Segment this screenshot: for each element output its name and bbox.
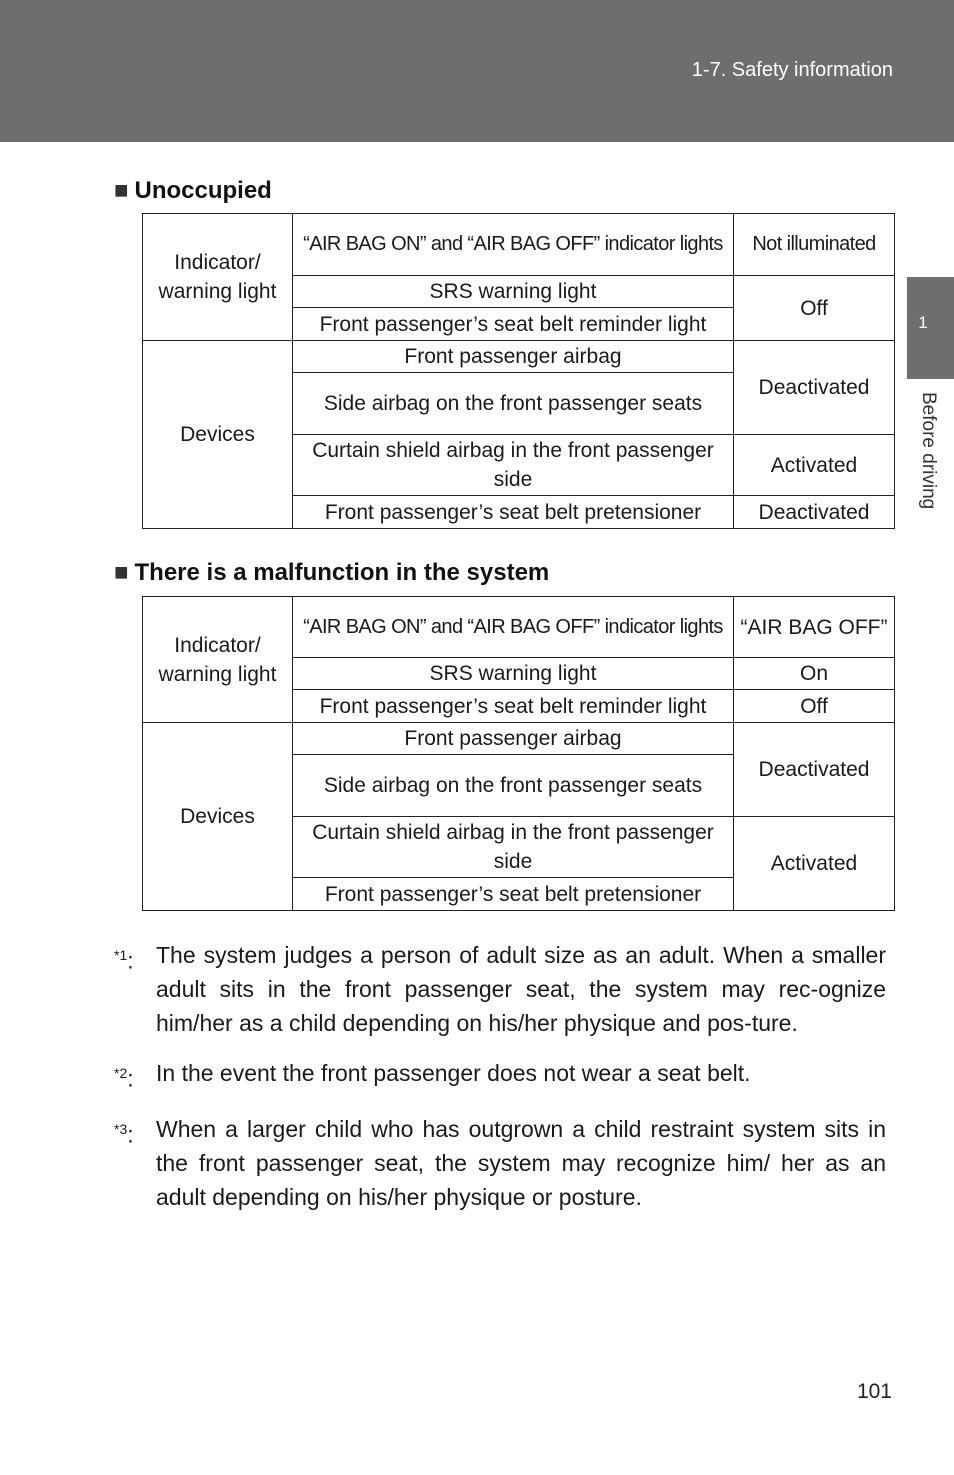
footnote: $^{*2}$: In the event the front passenger does not wear a seat belt. bbox=[114, 1056, 886, 1096]
table-status: Activated bbox=[734, 817, 895, 911]
footnote-text: In the event the front passenger does not wear a seat belt. bbox=[156, 1060, 751, 1086]
group-label-indicator: Indicator/ warning light bbox=[143, 214, 293, 341]
group-label-devices: Devices bbox=[143, 723, 293, 911]
table-status: On bbox=[734, 658, 895, 690]
table-status: “AIR BAG OFF” bbox=[734, 597, 895, 658]
section-heading-unoccupied bbox=[114, 177, 272, 205]
footnote-mark: *3 bbox=[114, 1120, 128, 1137]
table-status: Off bbox=[734, 276, 895, 341]
table-item: Front passenger airbag bbox=[293, 341, 734, 373]
table-item: Front passenger’s seat belt reminder light bbox=[293, 308, 734, 341]
table-item: Front passenger’s seat belt pretensioner bbox=[293, 496, 734, 529]
table-item: Curtain shield airbag in the front passenger side bbox=[293, 435, 734, 496]
table-item: Front passenger’s seat belt pretensioner bbox=[293, 878, 734, 911]
section-marker: ■ bbox=[114, 177, 129, 204]
table-item: Front passenger airbag bbox=[293, 723, 734, 755]
section-heading-text: Unoccupied bbox=[134, 177, 272, 204]
footnote: $^{*3}$: When a larger child who has outgrown a child restraint system sits in the front passenger seat, the system may recognize him/ her as an adult depending on his/her physique or posture. bbox=[114, 1112, 886, 1214]
chapter-title: 1-7. Safety information bbox=[691, 59, 893, 81]
table-item: Curtain shield airbag in the front passenger side bbox=[293, 817, 734, 878]
chapter-tab-label: Before driving bbox=[918, 392, 939, 510]
table-item: Front passenger’s seat belt reminder light bbox=[293, 690, 734, 723]
footnote-mark: *1 bbox=[114, 947, 128, 963]
unoccupied-table bbox=[142, 213, 895, 529]
section-heading-malfunction bbox=[114, 559, 549, 587]
table-status: Deactivated bbox=[734, 341, 895, 435]
group-label-devices: Devices bbox=[143, 341, 293, 529]
footnote: $^{*1}$: The system judges a person of adult size as an adult. When a smaller adult sits in the front passenger seat, the system may rec-ognize him/her as a child depending on his/her physique and pos-ture. bbox=[114, 938, 886, 1040]
group-label-indicator: Indicator/ warning light bbox=[143, 597, 293, 723]
section-heading-text: There is a malfunction in the system bbox=[134, 559, 550, 586]
chapter-tab bbox=[907, 277, 954, 379]
page-number: 101 bbox=[856, 1380, 892, 1403]
table-item: “AIR BAG ON” and “AIR BAG OFF” indicator lights bbox=[293, 214, 734, 276]
table-item: SRS warning light bbox=[293, 658, 734, 690]
table-status: Deactivated bbox=[734, 496, 895, 529]
section-marker: ■ bbox=[114, 559, 129, 586]
table-item: Side airbag on the front passenger seats bbox=[293, 373, 734, 435]
table-status: Activated bbox=[734, 435, 895, 496]
table-status: Not illuminated bbox=[734, 214, 895, 276]
table-item: SRS warning light bbox=[293, 276, 734, 308]
table-item: Side airbag on the front passenger seats bbox=[293, 755, 734, 817]
footnote-text: When a larger child who has outgrown a child restraint system sits in the front passenger seat, the system may recognize him/ her as an adult depending on his/her physique or posture. bbox=[156, 1115, 886, 1210]
malfunction-table bbox=[142, 596, 895, 911]
table-status: Off bbox=[734, 690, 895, 723]
table-status: Deactivated bbox=[734, 723, 895, 817]
footnotes bbox=[114, 938, 886, 1230]
footnote-text: The system judges a person of adult size as an adult. When a smaller adult sits in the front passenger seat, the system may rec-ognize him/her as a child depending on his/her physique and pos-ture. bbox=[156, 942, 886, 1036]
table-item: “AIR BAG ON” and “AIR BAG OFF” indicator lights bbox=[293, 597, 734, 658]
chapter-number: 1 bbox=[918, 313, 928, 332]
footnote-mark: *2 bbox=[114, 1065, 128, 1081]
page-header bbox=[0, 0, 954, 142]
